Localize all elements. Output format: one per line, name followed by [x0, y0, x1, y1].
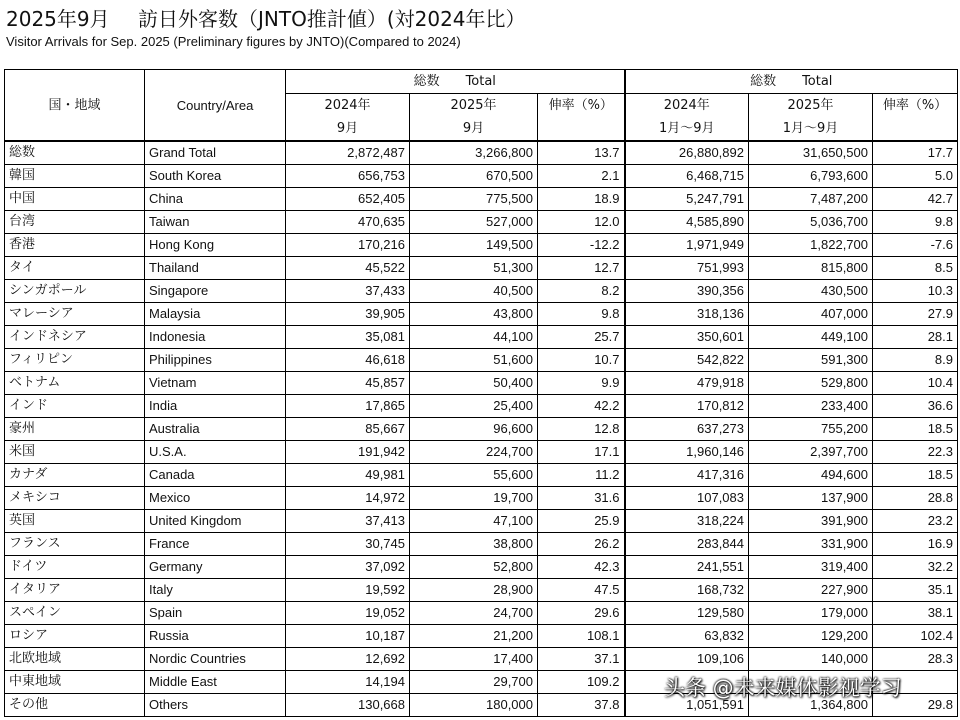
title-main: 訪日外客数（JNTO推計値）(対2024年比）: [138, 7, 526, 31]
cell-sep-2024: 19,592: [286, 579, 410, 602]
cell-country-jp: 総数: [5, 141, 145, 165]
cell-ytd-2025: 140,000: [749, 648, 873, 671]
cell-ytd-2024: 751,993: [625, 257, 749, 280]
cell-ytd-growth: -7.6: [873, 234, 958, 257]
table-row: [5, 395, 958, 418]
cell-sep-growth: 9.8: [538, 303, 625, 326]
table-row: [5, 326, 958, 349]
total-row: [5, 141, 958, 165]
cell-ytd-2025: 137,900: [749, 487, 873, 510]
cell-sep-2025: 52,800: [410, 556, 538, 579]
cell-ytd-2025: 391,900: [749, 510, 873, 533]
cell-ytd-growth: 36.6: [873, 395, 958, 418]
header-month-growth: 伸率（%）: [538, 94, 625, 142]
cell-sep-2024: 46,618: [286, 349, 410, 372]
cell-sep-2025: 17,400: [410, 648, 538, 671]
cell-ytd-growth: 28.8: [873, 487, 958, 510]
cell-country-en: Mexico: [145, 487, 286, 510]
cell-ytd-2025: 227,900: [749, 579, 873, 602]
cell-sep-2024: 37,413: [286, 510, 410, 533]
cell-country-en: Russia: [145, 625, 286, 648]
cell-country-jp: ベトナム: [5, 372, 145, 395]
cell-ytd-growth: 38.1: [873, 602, 958, 625]
cell-country-en: Others: [145, 694, 286, 717]
table-row: [5, 602, 958, 625]
cell-country-en: Hong Kong: [145, 234, 286, 257]
cell-sep-growth: 42.3: [538, 556, 625, 579]
cell-ytd-2025: 129,200: [749, 625, 873, 648]
header-month-2024-year: 2024年: [286, 94, 410, 118]
arrivals-table: [4, 69, 958, 717]
cell-sep-2024: 12,692: [286, 648, 410, 671]
cell-sep-2024: 49,981: [286, 464, 410, 487]
cell-sep-growth: 18.9: [538, 188, 625, 211]
cell-ytd-growth: 5.0: [873, 165, 958, 188]
cell-ytd-growth: 29.8: [873, 694, 958, 717]
cell-country-en: Thailand: [145, 257, 286, 280]
cell-sep-2025: 28,900: [410, 579, 538, 602]
cell-sep-2025: 38,800: [410, 533, 538, 556]
cell-country-jp: スペイン: [5, 602, 145, 625]
cell-ytd-2025: 6,793,600: [749, 165, 873, 188]
cell-sep-2024: 656,753: [286, 165, 410, 188]
cell-ytd-2024: 542,822: [625, 349, 749, 372]
cell-sep-2024: 39,905: [286, 303, 410, 326]
cell-country-jp: イタリア: [5, 579, 145, 602]
table-row: [5, 165, 958, 188]
cell-sep-2025: 44,100: [410, 326, 538, 349]
cell-ytd-growth: 9.8: [873, 211, 958, 234]
table-row: [5, 648, 958, 671]
cell-sep-2025: 149,500: [410, 234, 538, 257]
cell-sep-growth: 12.8: [538, 418, 625, 441]
cell-sep-growth: 26.2: [538, 533, 625, 556]
cell-ytd-2025: 1,822,700: [749, 234, 873, 257]
cell-country-en: Singapore: [145, 280, 286, 303]
cell-country-en: Australia: [145, 418, 286, 441]
cell-sep-growth: 9.9: [538, 372, 625, 395]
cell-ytd-2024: 318,224: [625, 510, 749, 533]
cell-ytd-2024: 4,585,890: [625, 211, 749, 234]
cell-sep-2024: 170,216: [286, 234, 410, 257]
cell-ytd-2024: 26,880,892: [625, 141, 749, 165]
table-row: [5, 188, 958, 211]
cell-sep-2024: 14,194: [286, 671, 410, 694]
cell-sep-2024: 35,081: [286, 326, 410, 349]
cell-ytd-2024: 417,316: [625, 464, 749, 487]
cell-country-en: Taiwan: [145, 211, 286, 234]
cell-country-en: China: [145, 188, 286, 211]
cell-sep-2025: 50,400: [410, 372, 538, 395]
cell-ytd-2024: 5,247,791: [625, 188, 749, 211]
cell-country-jp: フランス: [5, 533, 145, 556]
cell-ytd-2024: 1,051,591: [625, 694, 749, 717]
cell-sep-2024: 652,405: [286, 188, 410, 211]
cell-country-jp: 米国: [5, 441, 145, 464]
cell-sep-growth: 12.7: [538, 257, 625, 280]
cell-sep-growth: 37.1: [538, 648, 625, 671]
cell-ytd-2024: 390,356: [625, 280, 749, 303]
cell-country-en: Spain: [145, 602, 286, 625]
cell-sep-growth: -12.2: [538, 234, 625, 257]
cell-country-jp: マレーシア: [5, 303, 145, 326]
cell-country-en: France: [145, 533, 286, 556]
cell-ytd-2025: 430,500: [749, 280, 873, 303]
cell-country-jp: カナダ: [5, 464, 145, 487]
header-ytd-2025-period: 1月～9月: [749, 117, 873, 141]
cell-ytd-2024: 63,832: [625, 625, 749, 648]
table-row: [5, 464, 958, 487]
subtitle: Visitor Arrivals for Sep. 2025 (Preliminary figures by JNTO)(Compared to 2024): [6, 34, 461, 49]
cell-ytd-2024: 318,136: [625, 303, 749, 326]
cell-sep-2025: 47,100: [410, 510, 538, 533]
table-row: [5, 234, 958, 257]
cell-sep-2025: 527,000: [410, 211, 538, 234]
header-ytd-2024-year: 2024年: [625, 94, 749, 118]
cell-country-jp: メキシコ: [5, 487, 145, 510]
cell-ytd-growth: 102.4: [873, 625, 958, 648]
cell-sep-2025: 25,400: [410, 395, 538, 418]
header-month-2025-year: 2025年: [410, 94, 538, 118]
cell-sep-2025: 670,500: [410, 165, 538, 188]
cell-sep-2025: 3,266,800: [410, 141, 538, 165]
cell-ytd-2025: 179,000: [749, 602, 873, 625]
cell-country-jp: フィリピン: [5, 349, 145, 372]
cell-ytd-2025: 5,036,700: [749, 211, 873, 234]
cell-country-en: Canada: [145, 464, 286, 487]
cell-country-en: Germany: [145, 556, 286, 579]
cell-country-jp: インド: [5, 395, 145, 418]
cell-sep-2025: 19,700: [410, 487, 538, 510]
cell-ytd-growth: 16.9: [873, 533, 958, 556]
header-country-en: Country/Area: [145, 70, 286, 142]
header-month-2024-period: 9月: [286, 117, 410, 141]
cell-ytd-2024: 109,106: [625, 648, 749, 671]
table-row: [5, 579, 958, 602]
title-period: 2025年9月: [6, 7, 110, 31]
header-ytd-2024-period: 1月～9月: [625, 117, 749, 141]
cell-country-jp: 中東地域: [5, 671, 145, 694]
table-row: [5, 556, 958, 579]
table-row: [5, 280, 958, 303]
cell-sep-2025: 40,500: [410, 280, 538, 303]
table-row: [5, 625, 958, 648]
cell-sep-2025: 96,600: [410, 418, 538, 441]
cell-sep-2024: 2,872,487: [286, 141, 410, 165]
cell-country-jp: インドネシア: [5, 326, 145, 349]
cell-ytd-2024: 283,844: [625, 533, 749, 556]
cell-sep-2024: 19,052: [286, 602, 410, 625]
cell-sep-2024: 37,433: [286, 280, 410, 303]
table-row: [5, 533, 958, 556]
header-group-ytd: 総数 Total: [625, 70, 958, 94]
cell-country-en: Grand Total: [145, 141, 286, 165]
table-row: [5, 418, 958, 441]
table-row: [5, 303, 958, 326]
cell-sep-2024: 14,972: [286, 487, 410, 510]
cell-ytd-growth: 8.9: [873, 349, 958, 372]
table-row: [5, 211, 958, 234]
cell-sep-growth: 10.7: [538, 349, 625, 372]
cell-sep-2025: 51,300: [410, 257, 538, 280]
cell-ytd-2025: 407,000: [749, 303, 873, 326]
cell-sep-growth: 31.6: [538, 487, 625, 510]
cell-country-en: Indonesia: [145, 326, 286, 349]
cell-ytd-2025: 755,200: [749, 418, 873, 441]
cell-ytd-2025: 529,800: [749, 372, 873, 395]
cell-sep-2024: 470,635: [286, 211, 410, 234]
table-row: [5, 372, 958, 395]
cell-sep-2025: 55,600: [410, 464, 538, 487]
cell-sep-growth: 17.1: [538, 441, 625, 464]
cell-country-en: Nordic Countries: [145, 648, 286, 671]
cell-country-en: South Korea: [145, 165, 286, 188]
cell-sep-2024: 191,942: [286, 441, 410, 464]
cell-ytd-2025: 1,364,800: [749, 694, 873, 717]
cell-ytd-growth: 42.7: [873, 188, 958, 211]
cell-country-jp: ドイツ: [5, 556, 145, 579]
table-row: [5, 257, 958, 280]
cell-country-en: Philippines: [145, 349, 286, 372]
cell-sep-growth: 42.2: [538, 395, 625, 418]
cell-sep-2024: 17,865: [286, 395, 410, 418]
cell-sep-2024: 45,857: [286, 372, 410, 395]
cell-ytd-growth: 23.2: [873, 510, 958, 533]
cell-ytd-growth: 8.5: [873, 257, 958, 280]
cell-sep-2024: 85,667: [286, 418, 410, 441]
cell-ytd-2025: 7,487,200: [749, 188, 873, 211]
cell-sep-2024: 10,187: [286, 625, 410, 648]
cell-country-en: Vietnam: [145, 372, 286, 395]
cell-ytd-growth: 28.1: [873, 326, 958, 349]
cell-ytd-2024: 479,918: [625, 372, 749, 395]
cell-sep-2024: 130,668: [286, 694, 410, 717]
cell-sep-growth: 25.9: [538, 510, 625, 533]
cell-country-en: Malaysia: [145, 303, 286, 326]
cell-ytd-growth: 18.5: [873, 464, 958, 487]
document-header: [6, 6, 954, 50]
cell-ytd-2024: 350,601: [625, 326, 749, 349]
table-row: [5, 487, 958, 510]
table-row: [5, 441, 958, 464]
cell-sep-2024: 45,522: [286, 257, 410, 280]
cell-sep-growth: 47.5: [538, 579, 625, 602]
cell-country-jp: 英国: [5, 510, 145, 533]
cell-ytd-growth: 10.3: [873, 280, 958, 303]
cell-ytd-growth: 28.3: [873, 648, 958, 671]
cell-country-jp: 北欧地域: [5, 648, 145, 671]
cell-ytd-growth: 27.9: [873, 303, 958, 326]
cell-ytd-growth: 32.2: [873, 556, 958, 579]
table-row: [5, 349, 958, 372]
cell-sep-2025: 21,200: [410, 625, 538, 648]
cell-ytd-2025: 331,900: [749, 533, 873, 556]
cell-country-en: Italy: [145, 579, 286, 602]
cell-ytd-growth: 18.5: [873, 418, 958, 441]
cell-country-en: U.S.A.: [145, 441, 286, 464]
cell-sep-growth: 109.2: [538, 671, 625, 694]
cell-sep-2025: 224,700: [410, 441, 538, 464]
cell-sep-growth: 29.6: [538, 602, 625, 625]
cell-country-jp: 中国: [5, 188, 145, 211]
watermark: 头条 @未来媒体影视学习: [664, 676, 902, 700]
cell-country-en: India: [145, 395, 286, 418]
header-ytd-2025-year: 2025年: [749, 94, 873, 118]
cell-sep-2025: 43,800: [410, 303, 538, 326]
cell-sep-2025: 180,000: [410, 694, 538, 717]
cell-ytd-2025: 31,650,500: [749, 141, 873, 165]
cell-country-jp: その他: [5, 694, 145, 717]
cell-country-jp: 台湾: [5, 211, 145, 234]
cell-sep-2025: 775,500: [410, 188, 538, 211]
title-row: [6, 6, 954, 32]
cell-sep-growth: 37.8: [538, 694, 625, 717]
cell-sep-2025: 24,700: [410, 602, 538, 625]
cell-country-jp: 韓国: [5, 165, 145, 188]
cell-sep-growth: 11.2: [538, 464, 625, 487]
cell-ytd-2024: 1,971,949: [625, 234, 749, 257]
cell-ytd-2024: 637,273: [625, 418, 749, 441]
header-month-2025-period: 9月: [410, 117, 538, 141]
cell-ytd-growth: 35.1: [873, 579, 958, 602]
cell-ytd-2024: 168,732: [625, 579, 749, 602]
cell-ytd-growth: 22.3: [873, 441, 958, 464]
cell-ytd-2025: 449,100: [749, 326, 873, 349]
cell-country-jp: シンガポール: [5, 280, 145, 303]
cell-ytd-2024: 107,083: [625, 487, 749, 510]
header-ytd-growth: 伸率（%）: [873, 94, 958, 142]
cell-ytd-2024: 241,551: [625, 556, 749, 579]
cell-country-en: Middle East: [145, 671, 286, 694]
cell-country-jp: 香港: [5, 234, 145, 257]
header-group-month: 総数 Total: [286, 70, 625, 94]
cell-sep-growth: 108.1: [538, 625, 625, 648]
header-country-jp: 国・地域: [5, 70, 145, 142]
cell-sep-growth: 13.7: [538, 141, 625, 165]
cell-ytd-2025: 2,397,700: [749, 441, 873, 464]
cell-country-jp: 豪州: [5, 418, 145, 441]
cell-ytd-2024: 6,468,715: [625, 165, 749, 188]
cell-sep-growth: 12.0: [538, 211, 625, 234]
cell-country-jp: ロシア: [5, 625, 145, 648]
cell-ytd-2025: 233,400: [749, 395, 873, 418]
cell-country-en: United Kingdom: [145, 510, 286, 533]
cell-ytd-2025: 815,800: [749, 257, 873, 280]
cell-ytd-2025: 494,600: [749, 464, 873, 487]
cell-sep-growth: 2.1: [538, 165, 625, 188]
cell-ytd-growth: 10.4: [873, 372, 958, 395]
cell-ytd-2025: 319,400: [749, 556, 873, 579]
cell-sep-2025: 51,600: [410, 349, 538, 372]
cell-sep-growth: 8.2: [538, 280, 625, 303]
cell-sep-growth: 25.7: [538, 326, 625, 349]
cell-ytd-2025: 591,300: [749, 349, 873, 372]
cell-sep-2024: 30,745: [286, 533, 410, 556]
cell-ytd-2024: 129,580: [625, 602, 749, 625]
table-row: [5, 510, 958, 533]
cell-ytd-2024: 170,812: [625, 395, 749, 418]
cell-ytd-growth: 17.7: [873, 141, 958, 165]
cell-ytd-2024: 1,960,146: [625, 441, 749, 464]
cell-country-jp: タイ: [5, 257, 145, 280]
cell-sep-2024: 37,092: [286, 556, 410, 579]
cell-sep-2025: 29,700: [410, 671, 538, 694]
